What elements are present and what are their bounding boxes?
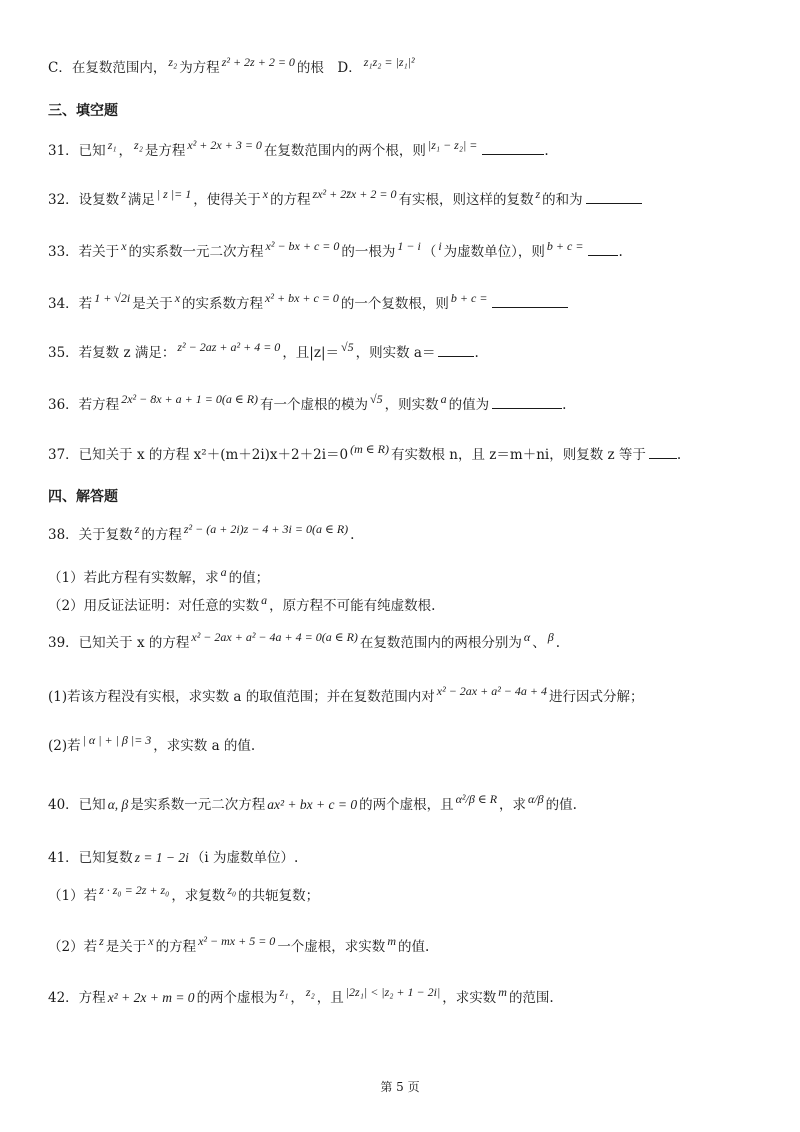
math-expr: x² − 2ax + a² − 4a + 4 = 0(a ∈ R) [191, 630, 358, 644]
question-41 [48, 848, 760, 868]
text: 的一个复数根，则 [340, 296, 449, 312]
text: ，则实数 a＝ [355, 345, 436, 361]
question-38-part-1 [48, 565, 760, 588]
text: . [562, 397, 567, 413]
math-expr: b + c = [450, 291, 488, 305]
answer-blank[interactable] [588, 242, 618, 256]
text: 39．已知关于 x 的方程 [48, 635, 190, 651]
math-expr: 2x² − 8x + a + 1 = 0(a ∈ R) [121, 392, 259, 406]
math-expr: | z |= 1 [156, 187, 192, 201]
text: 的方程 [270, 192, 311, 208]
text: 41．已知复数 [48, 850, 133, 866]
math-expr: α, β [107, 797, 129, 812]
text: 是关于 [105, 939, 147, 955]
math-expr: z₁z₂ = |z₁|² [363, 55, 415, 69]
question-39 [48, 630, 760, 653]
text: ， [118, 143, 133, 159]
math-expr: z [121, 187, 126, 201]
question-41-part-2 [48, 934, 760, 957]
math-expr: | α | + | β |= 3 [82, 733, 152, 747]
math-expr: i [438, 239, 442, 253]
text: 的两个虚根为 [196, 990, 278, 1006]
math-expr: z₂ [168, 55, 178, 69]
text: 一个虚根，求实数 [277, 939, 386, 955]
text: 是方程 [144, 143, 186, 159]
math-expr: z² + 2z + 2 = 0 [221, 55, 295, 69]
question-38 [48, 522, 760, 545]
question-32 [48, 187, 760, 210]
text: 的值； [228, 570, 270, 586]
question-39-part-2 [48, 733, 760, 756]
text: 为虚数单位），则 [443, 244, 545, 260]
text: 的范围. [508, 990, 554, 1006]
math-expr: z [99, 934, 104, 948]
math-expr: z · z₀ = 2z + z₀ [99, 883, 170, 897]
math-expr: z = 1 − 2i [134, 850, 189, 865]
text: 的实系数方程 [182, 296, 264, 312]
text: 32．设复数 [48, 192, 120, 208]
answer-blank[interactable] [586, 190, 642, 204]
answer-blank[interactable] [482, 141, 544, 155]
question-42 [48, 985, 760, 1008]
question-34 [48, 291, 760, 314]
math-expr: x² − mx + 5 = 0 [198, 934, 276, 948]
math-expr: x [262, 187, 269, 201]
text: ，且 [316, 990, 344, 1006]
text: . [676, 447, 682, 463]
math-expr: a [440, 392, 447, 406]
question-37 [48, 442, 760, 465]
text: 的一根为 [341, 244, 396, 260]
math-expr: z² − (a + 2i)z − 4 + 3i = 0(a ∈ R) [183, 522, 349, 536]
math-expr: z² − 2az + a² + 4 = 0 [177, 340, 281, 354]
text: （i 为虚数单位）. [190, 850, 299, 866]
math-expr: a [261, 593, 268, 607]
answer-blank[interactable] [492, 294, 568, 308]
text: . [618, 244, 623, 260]
math-expr: z [134, 522, 140, 536]
math-expr: √5 [370, 392, 383, 406]
text: 36．若方程 [48, 397, 120, 413]
question-39-part-1 [48, 684, 760, 707]
text: . [474, 345, 479, 361]
math-expr: α [523, 630, 531, 644]
text: 33．若关于 [48, 244, 120, 260]
text: 42．方程 [48, 990, 106, 1006]
text: 是实系数一元二次方程 [130, 797, 266, 813]
math-expr: β [547, 630, 554, 644]
option-c-text: C．在复数范围内， [48, 60, 167, 76]
math-expr: |2z₁| < |z₂ + 1 − 2i| [345, 985, 441, 999]
math-expr: α²/β ∈ R [455, 792, 498, 806]
math-expr: z₂ [305, 985, 315, 999]
question-40 [48, 792, 760, 815]
text: 的值. [545, 797, 577, 813]
text: 38．关于复数 [48, 527, 133, 543]
text: (2)若 [48, 738, 81, 754]
math-expr: ax² + bx + c = 0 [267, 797, 358, 812]
page-number: 第 5 页 [380, 1080, 420, 1094]
text: 的方程 [155, 939, 197, 955]
option-c-d-line [48, 55, 760, 78]
math-expr: x [121, 239, 127, 253]
text: 在复数范围内的两根分别为 [359, 635, 522, 651]
text: 是关于 [132, 296, 173, 312]
question-41-part-1 [48, 883, 760, 906]
answer-blank[interactable] [649, 445, 677, 459]
text: ，求实数 [442, 990, 497, 1006]
math-expr: z₀ [227, 883, 237, 897]
question-31 [48, 138, 760, 161]
text: 有一个虚根的模为 [260, 397, 369, 413]
question-35 [48, 340, 760, 363]
text: 31．已知 [48, 143, 106, 159]
text: 的值为 [448, 397, 490, 413]
text: 为方程 [179, 60, 220, 76]
section-heading-fill-in: 三、填空题 [48, 103, 118, 119]
math-expr: (m ∈ R) [350, 442, 390, 456]
text: . [544, 143, 549, 159]
option-d-text: 的根 D． [296, 60, 362, 76]
text: 有实数根 n，且 z＝m＋ni，则复数 z 等于 [391, 447, 646, 463]
text: （ [422, 244, 437, 260]
text: 的方程 [141, 527, 182, 543]
text: 的共轭复数； [238, 888, 320, 904]
text: 进行因式分解； [549, 689, 644, 705]
text: ，原方程不可能有纯虚数根. [269, 598, 436, 614]
math-expr: m [498, 985, 507, 999]
section-heading-solutions: 四、解答题 [48, 489, 118, 505]
text: . [350, 527, 355, 543]
text: （1）若 [48, 888, 98, 904]
math-expr: x [148, 934, 154, 948]
text: 在复数范围内的两个根，则 [263, 143, 426, 159]
text: ，求实数 a 的值. [153, 738, 256, 754]
question-38-part-2 [48, 593, 760, 616]
text: ，求复数 [171, 888, 226, 904]
math-expr: x [174, 291, 181, 305]
text: ， [290, 990, 304, 1006]
text: . [555, 635, 561, 651]
text: ，则实数 [384, 397, 439, 413]
text: 的两个虚根，且 [359, 797, 454, 813]
math-expr: z₁ [279, 985, 289, 999]
text: ，且|z|＝ [282, 345, 340, 361]
text: 有实根，则这样的复数 [398, 192, 534, 208]
text: 的值. [397, 939, 430, 955]
question-33 [48, 239, 760, 262]
math-expr: x² + 2x + 3 = 0 [187, 138, 262, 152]
text: 的实系数一元二次方程 [128, 244, 264, 260]
text: ，求 [499, 797, 527, 813]
answer-blank[interactable] [492, 395, 562, 409]
math-expr: b + c = [546, 239, 584, 253]
math-expr: 1 + √2i [94, 291, 131, 305]
math-expr: x² − 2ax + a² − 4a + 4 [436, 684, 548, 698]
text: 35．若复数 z 满足： [48, 345, 176, 361]
text: 34．若 [48, 296, 93, 312]
math-expr: √5 [341, 340, 354, 354]
text: 、 [532, 635, 546, 651]
math-expr: x² + bx + c = 0 [265, 291, 339, 305]
text: （2）若 [48, 939, 98, 955]
math-expr: z₂ [134, 138, 143, 152]
math-expr: x² + 2x + m = 0 [107, 990, 195, 1005]
answer-blank[interactable] [438, 343, 474, 357]
text: 的和为 [542, 192, 583, 208]
text: （1）若此方程有实数解，求 [48, 570, 219, 586]
math-expr: z₁ [107, 138, 117, 152]
math-expr: z [535, 187, 541, 201]
question-36 [48, 392, 760, 415]
text: 满足 [127, 192, 155, 208]
math-expr: m [387, 934, 396, 948]
text: (1)若该方程没有实根，求实数 a 的取值范围；并在复数范围内对 [48, 689, 435, 705]
text: ，使得关于 [193, 192, 261, 208]
math-expr: x² − bx + c = 0 [265, 239, 340, 253]
math-expr: a [220, 565, 227, 579]
math-expr: zx² + 2z̄x + 2 = 0 [312, 187, 397, 201]
text: （2）用反证法证明：对任意的实数 [48, 598, 260, 614]
math-expr: 1 − i [397, 239, 421, 253]
math-expr: α/β [528, 792, 544, 806]
text: 40．已知 [48, 797, 106, 813]
text: 37．已知关于 x 的方程 x²＋(m＋2i)x＋2＋2i＝0 [48, 447, 349, 463]
math-expr: |z₁ − z₂| = [427, 138, 478, 152]
